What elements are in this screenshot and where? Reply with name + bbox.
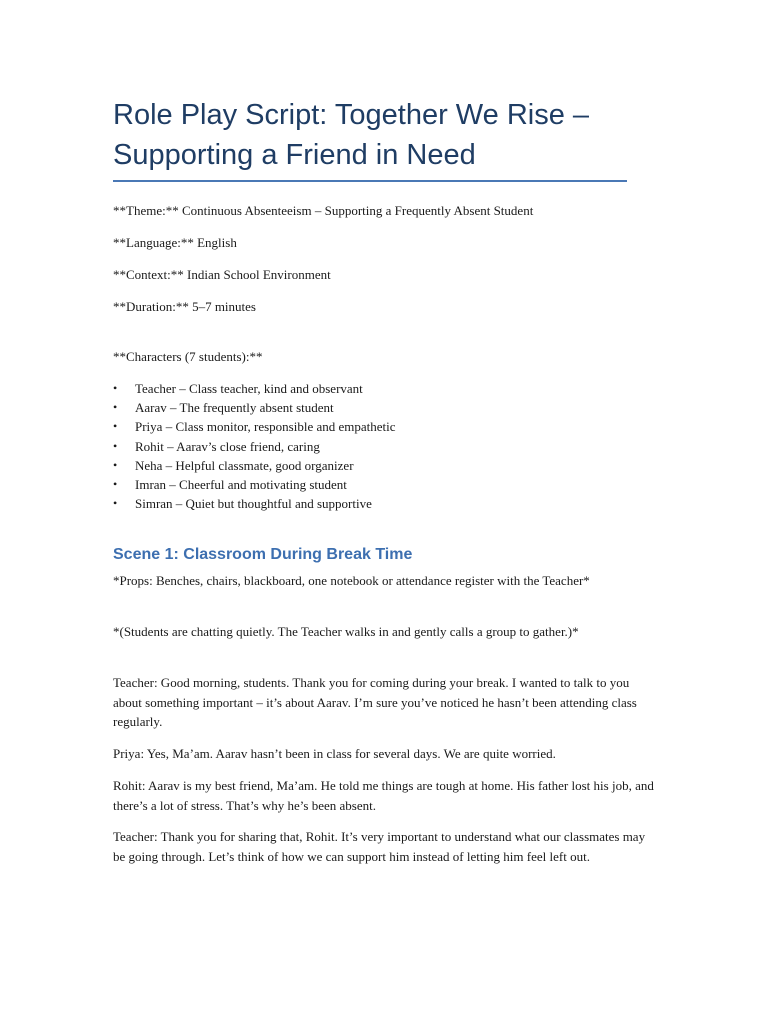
character-text: Imran – Cheerful and motivating student	[135, 477, 347, 493]
characters-heading: **Characters (7 students):**	[113, 349, 263, 364]
list-item	[113, 456, 396, 475]
character-text: Neha – Helpful classmate, good organizer	[135, 457, 354, 473]
stage-direction: *(Students are chatting quietly. The Teacher walks in and gently calls a group to gather.)*	[113, 624, 579, 639]
dialogue-rohit-1: Rohit: Aarav is my best friend, Ma’am. He told me things are tough at home. His father lost his job, and there’s a lot of stress. That’s why he’s been absent.	[113, 778, 654, 813]
list-item	[113, 417, 396, 436]
list-item	[113, 437, 396, 456]
context-line: **Context:** Indian School Environment	[113, 267, 331, 282]
props-line: *Props: Benches, chairs, blackboard, one notebook or attendance register with the Teacher*	[113, 573, 590, 588]
list-item	[113, 398, 396, 417]
characters-list	[113, 379, 396, 513]
character-text: Rohit – Aarav’s close friend, caring	[135, 438, 320, 454]
bullet-icon: •	[113, 477, 118, 492]
bullet-icon: •	[113, 457, 118, 472]
character-text: Aarav – The frequently absent student	[135, 400, 334, 416]
list-item	[113, 379, 396, 398]
bullet-icon: •	[113, 400, 118, 415]
duration-line: **Duration:** 5–7 minutes	[113, 299, 256, 314]
bullet-icon: •	[113, 438, 118, 453]
dialogue-priya-1: Priya: Yes, Ma’am. Aarav hasn’t been in class for several days. We are quite worried.	[113, 746, 556, 761]
character-text: Priya – Class monitor, responsible and empathetic	[135, 419, 396, 435]
list-item	[113, 475, 396, 494]
title-underline	[113, 180, 627, 182]
bullet-icon: •	[113, 419, 118, 434]
dialogue-teacher-2: Teacher: Thank you for sharing that, Rohit. It’s very important to understand what our classmates may be going through. Let’s think of how we can support him instead of letting him feel left out.	[113, 829, 646, 864]
character-text: Teacher – Class teacher, kind and observant	[135, 381, 363, 396]
bullet-icon: •	[113, 381, 118, 395]
character-text: Simran – Quiet but thoughtful and supportive	[135, 496, 372, 512]
language-line: **Language:** English	[113, 235, 237, 250]
scene-heading: Scene 1: Classroom During Break Time	[113, 546, 413, 563]
document-title: Role Play Script: Together We Rise – Supporting a Friend in Need	[113, 99, 590, 171]
bullet-icon: •	[113, 496, 118, 511]
theme-line: **Theme:** Continuous Absenteeism – Supporting a Frequently Absent Student	[113, 203, 534, 218]
dialogue-teacher-1: Teacher: Good morning, students. Thank you for coming during your break. I wanted to talk to you about something important – it’s about Aarav. I’m sure you’ve noticed he hasn’t been attending class regularly.	[113, 675, 637, 729]
list-item	[113, 494, 396, 513]
